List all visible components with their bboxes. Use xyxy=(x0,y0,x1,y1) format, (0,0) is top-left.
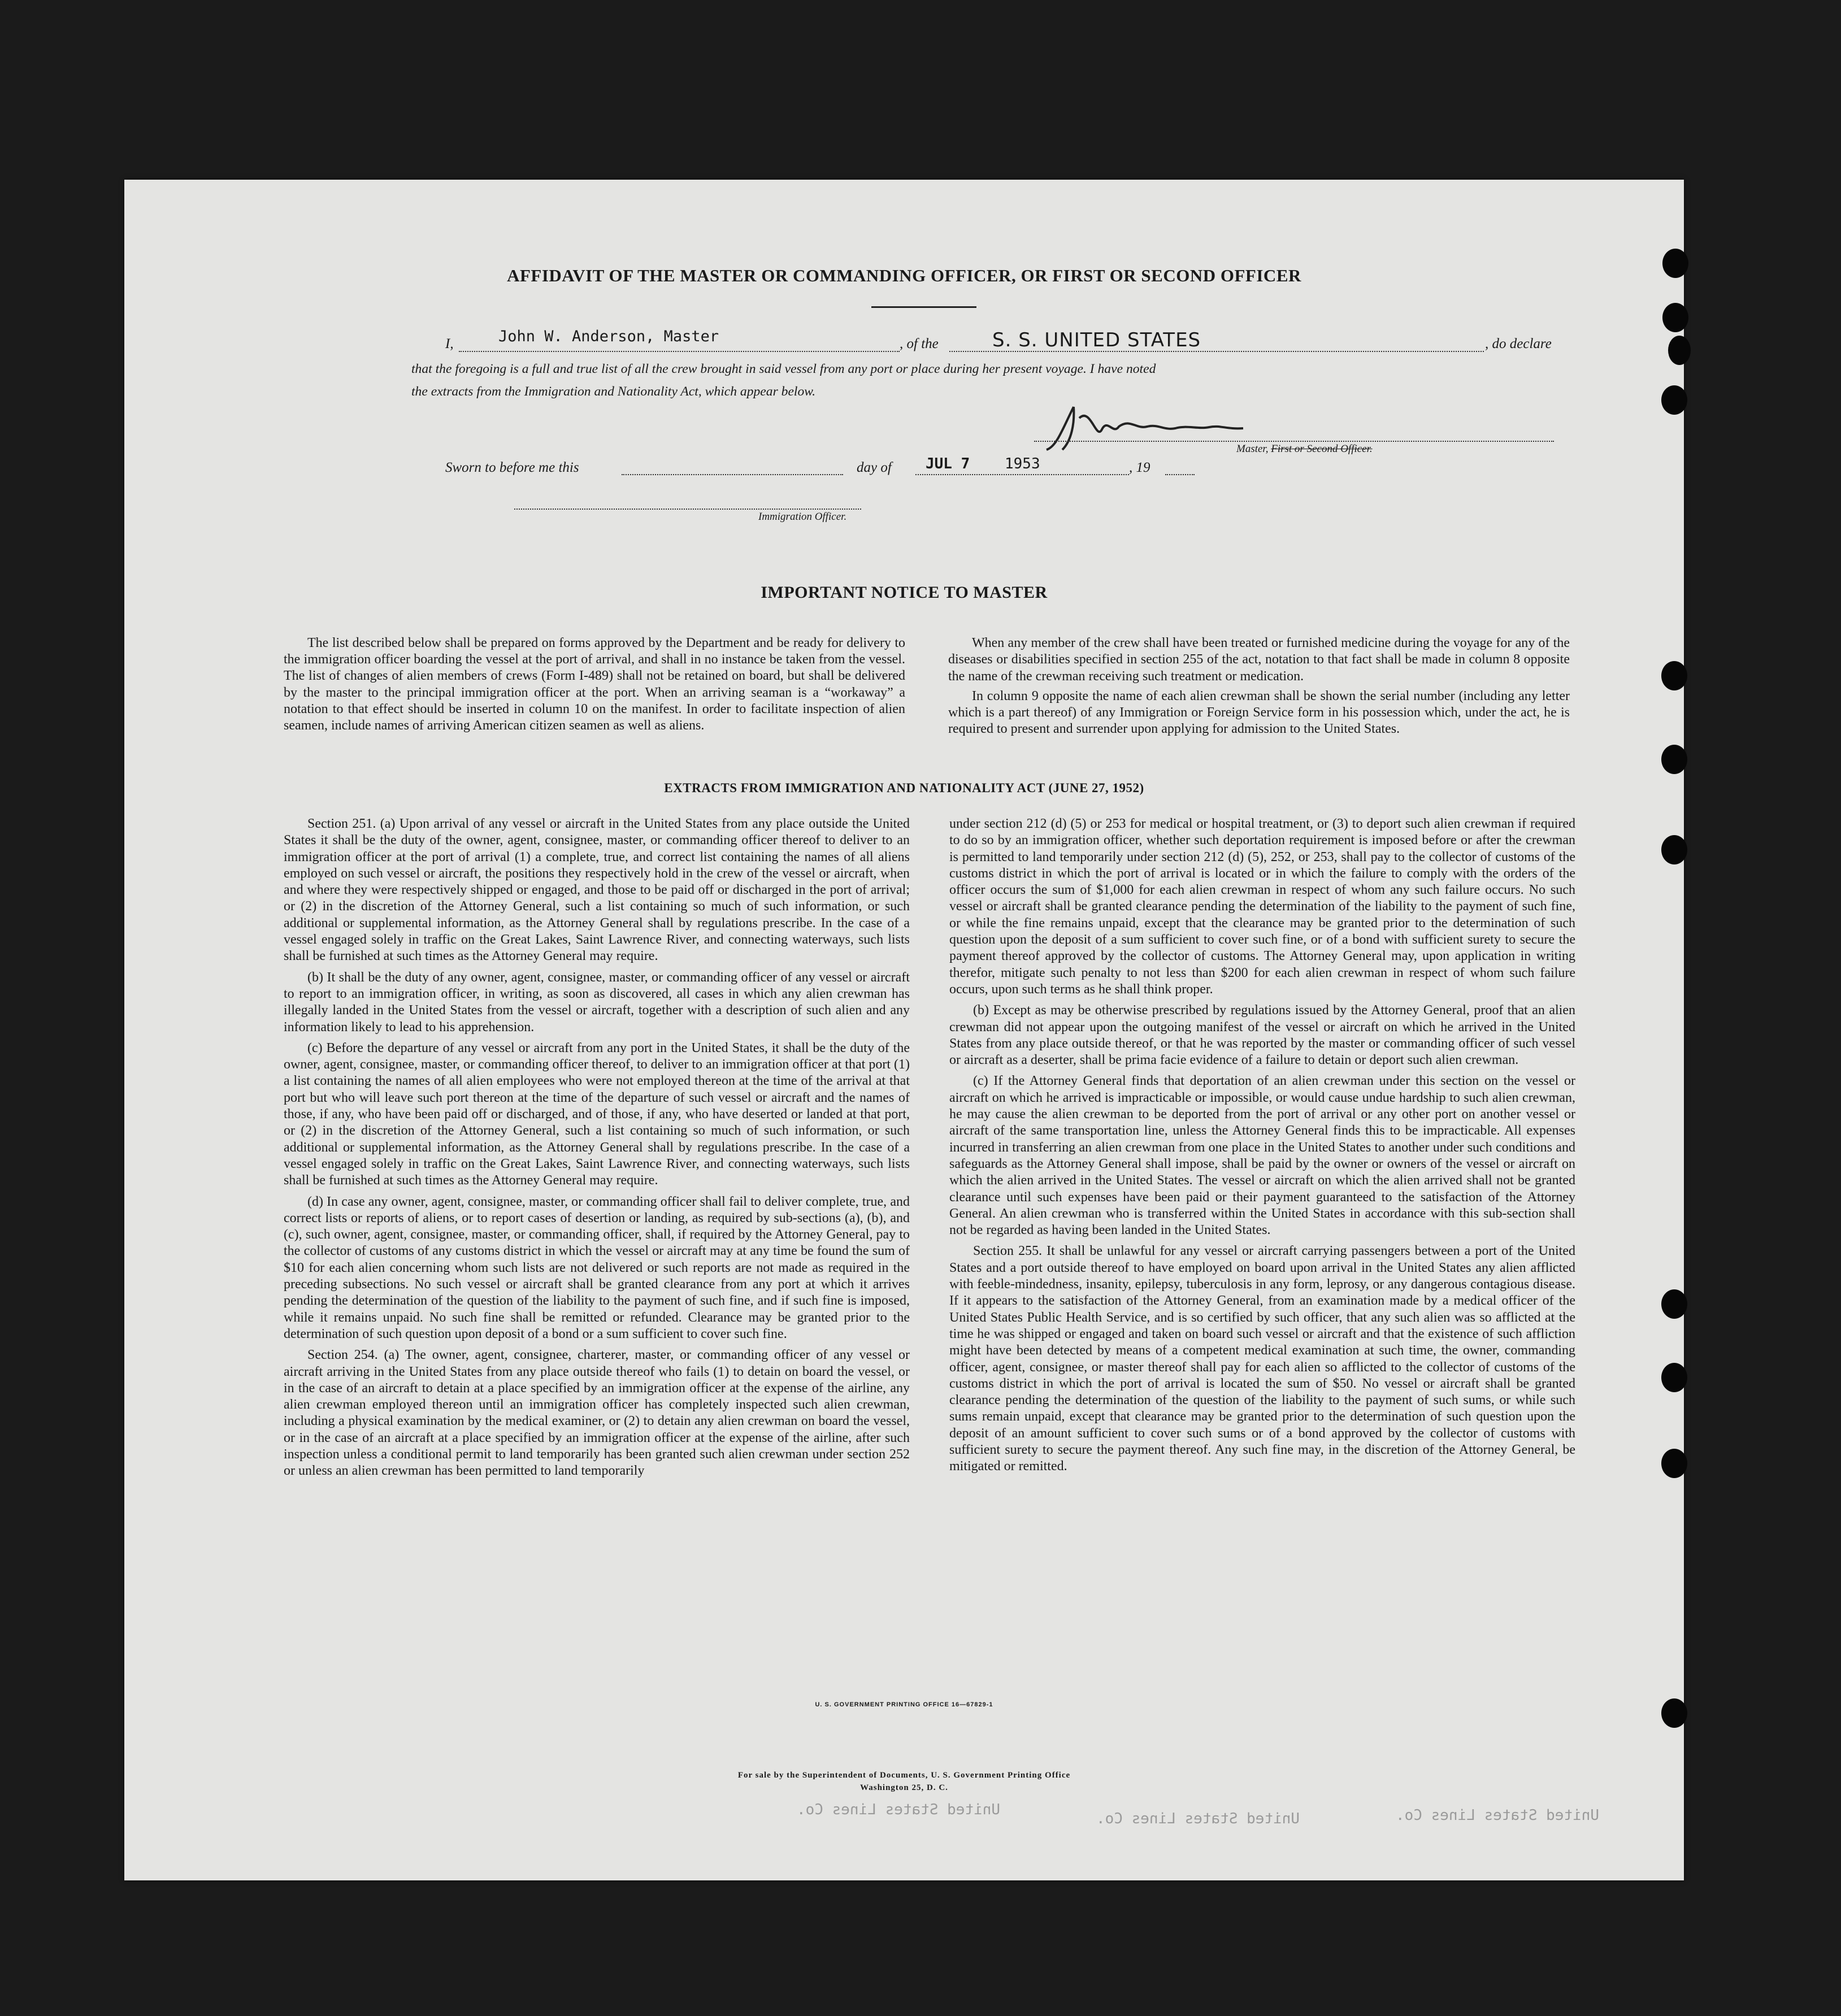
title-divider xyxy=(871,306,976,308)
notice-title: IMPORTANT NOTICE TO MASTER xyxy=(761,583,1048,602)
bleed-through-text-1: United States Lines Co. xyxy=(797,1801,1001,1818)
extracts-title: EXTRACTS FROM IMMIGRATION AND NATIONALITY ACT (JUNE 27, 1952) xyxy=(664,781,1144,795)
sale-line-2: Washington 25, D. C. xyxy=(860,1783,948,1792)
punch-hole xyxy=(1661,385,1687,415)
section-254a: Section 254. (a) The owner, agent, consignee, charterer, master, or commanding officer of any vessel or aircraft arriving in the United States from any place outside thereof who fails (1) to detain on board the vessel, or in the case of an aircraft to detain at a place specified by an immigration officer at the expense of the airline, any alien crewman employed thereon until an immigration officer has completely inspected such alien crewman, including a physical examination by the medical examiner, or (2) to detain any alien crewman on board the vessel, or in the case of an aircraft at a place specified by an immigration officer at the expense of the airline, after such inspection unless a conditional permit to land temporarily has been granted such alien crewman under section 252 or unless an alien crewman has been permitted to land temporarily xyxy=(284,1348,910,1479)
bleed-through-text-2: United States Lines Co. xyxy=(1096,1810,1300,1827)
year-stamp: 1953 xyxy=(1005,455,1040,472)
punch-hole xyxy=(1661,1289,1687,1319)
punch-hole xyxy=(1661,1449,1687,1478)
signature-role-label xyxy=(1236,443,1373,455)
year-suffix-label: , 19 xyxy=(1129,460,1150,475)
extracts-left-column xyxy=(284,816,910,1480)
punch-hole xyxy=(1668,336,1691,365)
form-title: AFFIDAVIT OF THE MASTER OR COMMANDING OFFICER, OR FIRST OR SECOND OFFICER xyxy=(507,266,1301,285)
year-suffix-line xyxy=(1165,474,1195,475)
notice-right-column xyxy=(948,635,1570,738)
sworn-day-line xyxy=(622,474,843,475)
notice-treatment-paragraph: When any member of the crew shall have been treated or furnished medicine during the voyage for any of the diseases or disabilities specified in section 255 of the act, notation to that fact shall be made in column 8 opposite the name of the crewman receiving such treatment or medication. xyxy=(948,636,1570,684)
section-251a: Section 251. (a) Upon arrival of any vessel or aircraft in the United States from any place outside the United States it shall be the duty of the owner, agent, consignee, master, or commanding officer thereof to deliver to an immigration officer at the port of arrival (1) a complete, true, and correct list containing the names of all aliens employed on such vessel or aircraft, the positions they respectively hold in the crew of the vessel or aircraft, when and where they were respectively shipped or engaged, and those to be paid off or discharged in the port of arrival; or (2) in the discretion of the Attorney General, such a list containing so much of such information, or such additional or supplemental information, as the Attorney General shall by regulations prescribe. In the case of a vessel engaged solely in traffic on the Great Lakes, Saint Lawrence River, and connecting waterways, such lists shall be furnished at such times as the Attorney General may require. xyxy=(284,816,910,964)
master-role-label: Master, xyxy=(1236,443,1269,455)
signature-line xyxy=(1034,441,1554,442)
immigration-officer-line xyxy=(514,509,861,510)
printing-office-code: U. S. GOVERNMENT PRINTING OFFICE 16—67829-1 xyxy=(815,1701,993,1708)
section-254b: (b) Except as may be otherwise prescribed by regulations issued by the Attorney General, proof that an alien crewman did not appear upon the outgoing manifest of the vessel or aircraft on which he arrived in the United States from any place outside thereof, or that he was reported by the master or commanding officer of such vessel or aircraft as a deserter, shall be prima facie evidence of a failure to detain or deport such alien crewman. xyxy=(949,1003,1575,1068)
name-field-line xyxy=(459,351,900,352)
of-the-label: , of the xyxy=(900,336,939,351)
declaration-prefix: I, xyxy=(445,336,454,351)
master-name-field: John W. Anderson, Master xyxy=(498,328,719,345)
vessel-name-field: S. S. UNITED STATES xyxy=(992,329,1201,351)
sworn-label: Sworn to before me this xyxy=(445,460,579,475)
sworn-month-line xyxy=(915,474,1129,475)
punch-hole xyxy=(1661,835,1687,864)
section-254c: (c) If the Attorney General finds that deportation of an alien crewman under this section on the vessel or aircraft on which he arrived is impracticable or impossible, or would cause undue hardship to such alien crewman, he may cause the alien crewman to be deported from the port of arrival or any other port on another vessel or aircraft of the same transportation line, unless the Attorney General finds this to be impracticable. All expenses incurred in transferring an alien crewman from one place in the United States to another under such conditions and safeguards as the Attorney General shall impose, shall be paid by the owner or owners of the vessel or aircraft on which the alien arrived in the United States. The vessel or aircraft on which the alien arrived shall not be granted clearance until such expenses have been paid or their payment guaranteed to the satisfaction of the Attorney General. An alien crewman who is transferred within the United States in accordance with this sub-section shall not be regarded as having been landed in the United States. xyxy=(949,1074,1575,1238)
sale-line-1: For sale by the Superintendent of Documents, U. S. Government Printing Office xyxy=(737,1771,1071,1780)
punch-hole xyxy=(1662,249,1688,278)
punch-hole xyxy=(1661,1363,1687,1392)
affidavit-form-page xyxy=(124,180,1684,1880)
date-stamp: JUL 7 xyxy=(926,455,970,472)
extracts-right-column xyxy=(949,816,1575,1475)
notice-left-paragraph: The list described below shall be prepared on forms approved by the Department and be ready for delivery to the immigration officer boarding the vessel at the port of arrival, and shall in no instance be taken from the vessel. The list of changes of alien members of crews (Form I-489) shall not be retained on board, but shall be delivered by the master to the principal immigration officer at the port. When an arriving seaman is a “workaway” a notation to that effect should be inserted in column 10 on the manifest. In order to facilitate inspection of alien seamen, include names of arriving American citizen seamen as well as aliens. xyxy=(284,636,905,733)
immigration-officer-label: Immigration Officer. xyxy=(758,511,847,523)
day-of-label: day of xyxy=(857,460,892,475)
section-251b: (b) It shall be the duty of any owner, agent, consignee, master, or commanding officer of any vessel or aircraft to report to an immigration officer, in writing, as soon as discovered, all cases in which any alien crewman has illegally landed in the United States from the vessel or aircraft, together with a description of such alien and any information likely to lead to his apprehension. xyxy=(284,970,910,1035)
declaration-line-3: the extracts from the Immigration and Nationality Act, which appear below. xyxy=(411,384,816,399)
bleed-through-text-3: United States Lines Co. xyxy=(1396,1807,1600,1824)
punch-hole xyxy=(1662,303,1688,332)
struck-officer-label: First or Second Officer. xyxy=(1271,443,1373,455)
section-255: Section 255. It shall be unlawful for any vessel or aircraft carrying passengers between a port of the United States and a port outside thereof to have employed on board upon arrival in the United States any alien afflicted with feeble-mindedness, insanity, epilepsy, tuberculosis in any form, leprosy, or any dangerous contagious disease. If it appears to the satisfaction of the Attorney General, from an examination made by a medical officer of the United States Public Health Service, and is so certified by such officer, that any such alien was so afflicted at the time he was shipped or engaged and taken on board such vessel or aircraft and that the existence of such affliction might have been detected by means of a competent medical examination at such time, the owner, commanding officer, agent, consignee, or master thereof shall pay for each alien so afflicted to the collector of customs of the customs district in which the port of arrival is located the sum of $50. No vessel or aircraft shall be granted clearance pending the determination of the question of the liability to the payment of such sums, or while such sums remain unpaid, except that clearance may be granted prior to the determination of such question upon the deposit of an amount sufficient to cover such sums or of a bond approved by the collector of customs with sufficient surety to secure the payment thereof. Any such fine may, in the discretion of the Attorney General, be mitigated or remitted. xyxy=(949,1244,1575,1474)
do-declare-label: , do declare xyxy=(1485,336,1552,351)
punch-hole xyxy=(1661,661,1687,690)
section-251d: (d) In case any owner, agent, consignee, master, or commanding officer shall fail to deliver complete, true, and correct lists or reports of aliens, or to report cases of desertion or landing, as required by sub-sections (a), (b), and (c), such owner, agent, consignee, master, or commanding officer, shall, if required by the Attorney General, pay to the collector of customs of any customs district in which the vessel or aircraft may at any time be found the sum of $10 for each alien concerning whom such lists are not delivered or such reports are not made as required in the preceding subsections. No such vessel or aircraft shall be granted clearance from any port at which it arrives pending the determination of the question of the liability to the payment of such fine, and if such fine is imposed, while it remains unpaid. No such fine shall be remitted or refunded. Clearance may be granted prior to the determination of such question upon deposit of a bond or a sum sufficient to cover such fine. xyxy=(284,1194,910,1341)
section-254a-continued: under section 212 (d) (5) or 253 for medical or hospital treatment, or (3) to deport such alien crewman if required to do so by an immigration officer, whether such deportation requirement is imposed before or after the crewman is permitted to land temporarily under section 212 (d) (5), 252, or 253, shall pay to the collector of customs of the customs district in which the port of arrival is located or in which the failure to comply with the orders of the officer occurs the sum of $1,000 for each alien crewman in respect of whom any such failure occurs. No such vessel or aircraft shall be granted clearance pending the determination of the liability to the payment of such fine, or while the fine remains unpaid, except that the clearance may be granted prior to the determination of such question upon the deposit of a sum sufficient to cover such fine, or of a bond with sufficient surety to secure the payment thereof approved by the collector of customs. The Attorney General may, upon application in writing therefor, mitigate such penalty to not less than $200 for each alien crewman in respect of whom such failure occurs, upon such terms as he shall think proper. xyxy=(949,816,1575,997)
punch-hole xyxy=(1661,1698,1687,1728)
section-251c: (c) Before the departure of any vessel or aircraft from any port in the United States, it shall be the duty of the owner, agent, consignee, master, or commanding officer thereof, to deliver to an immigration officer at that port (1) a list containing the names of all alien employees who were not employed thereon at the time of the arrival at that port but who will leave such port thereon at the time of the departure of such vessel or aircraft and the names of those, if any, who have been paid off or discharged, and of those, if any, who have deserted or landed at that port, or (2) in the discretion of the Attorney General, such a list containing so much of such information, or such additional or supplemental information, as the Attorney General shall by regulations prescribe. In the case of a vessel engaged solely in traffic on the Great Lakes, Saint Lawrence River, and connecting waterways, such lists shall be furnished at such times as the Attorney General may require. xyxy=(284,1040,910,1188)
declaration-line-2: that the foregoing is a full and true list of all the crew brought in said vessel from any port or place during her present voyage. I have noted xyxy=(411,362,1156,376)
notice-serial-paragraph: In column 9 opposite the name of each alien crewman shall be shown the serial number (including any letter which is a part thereof) of any Immigration or Foreign Service form in his possession which, under the act, he is required to present and surrender upon applying for admission to the United States. xyxy=(948,688,1570,737)
punch-hole xyxy=(1661,745,1687,774)
